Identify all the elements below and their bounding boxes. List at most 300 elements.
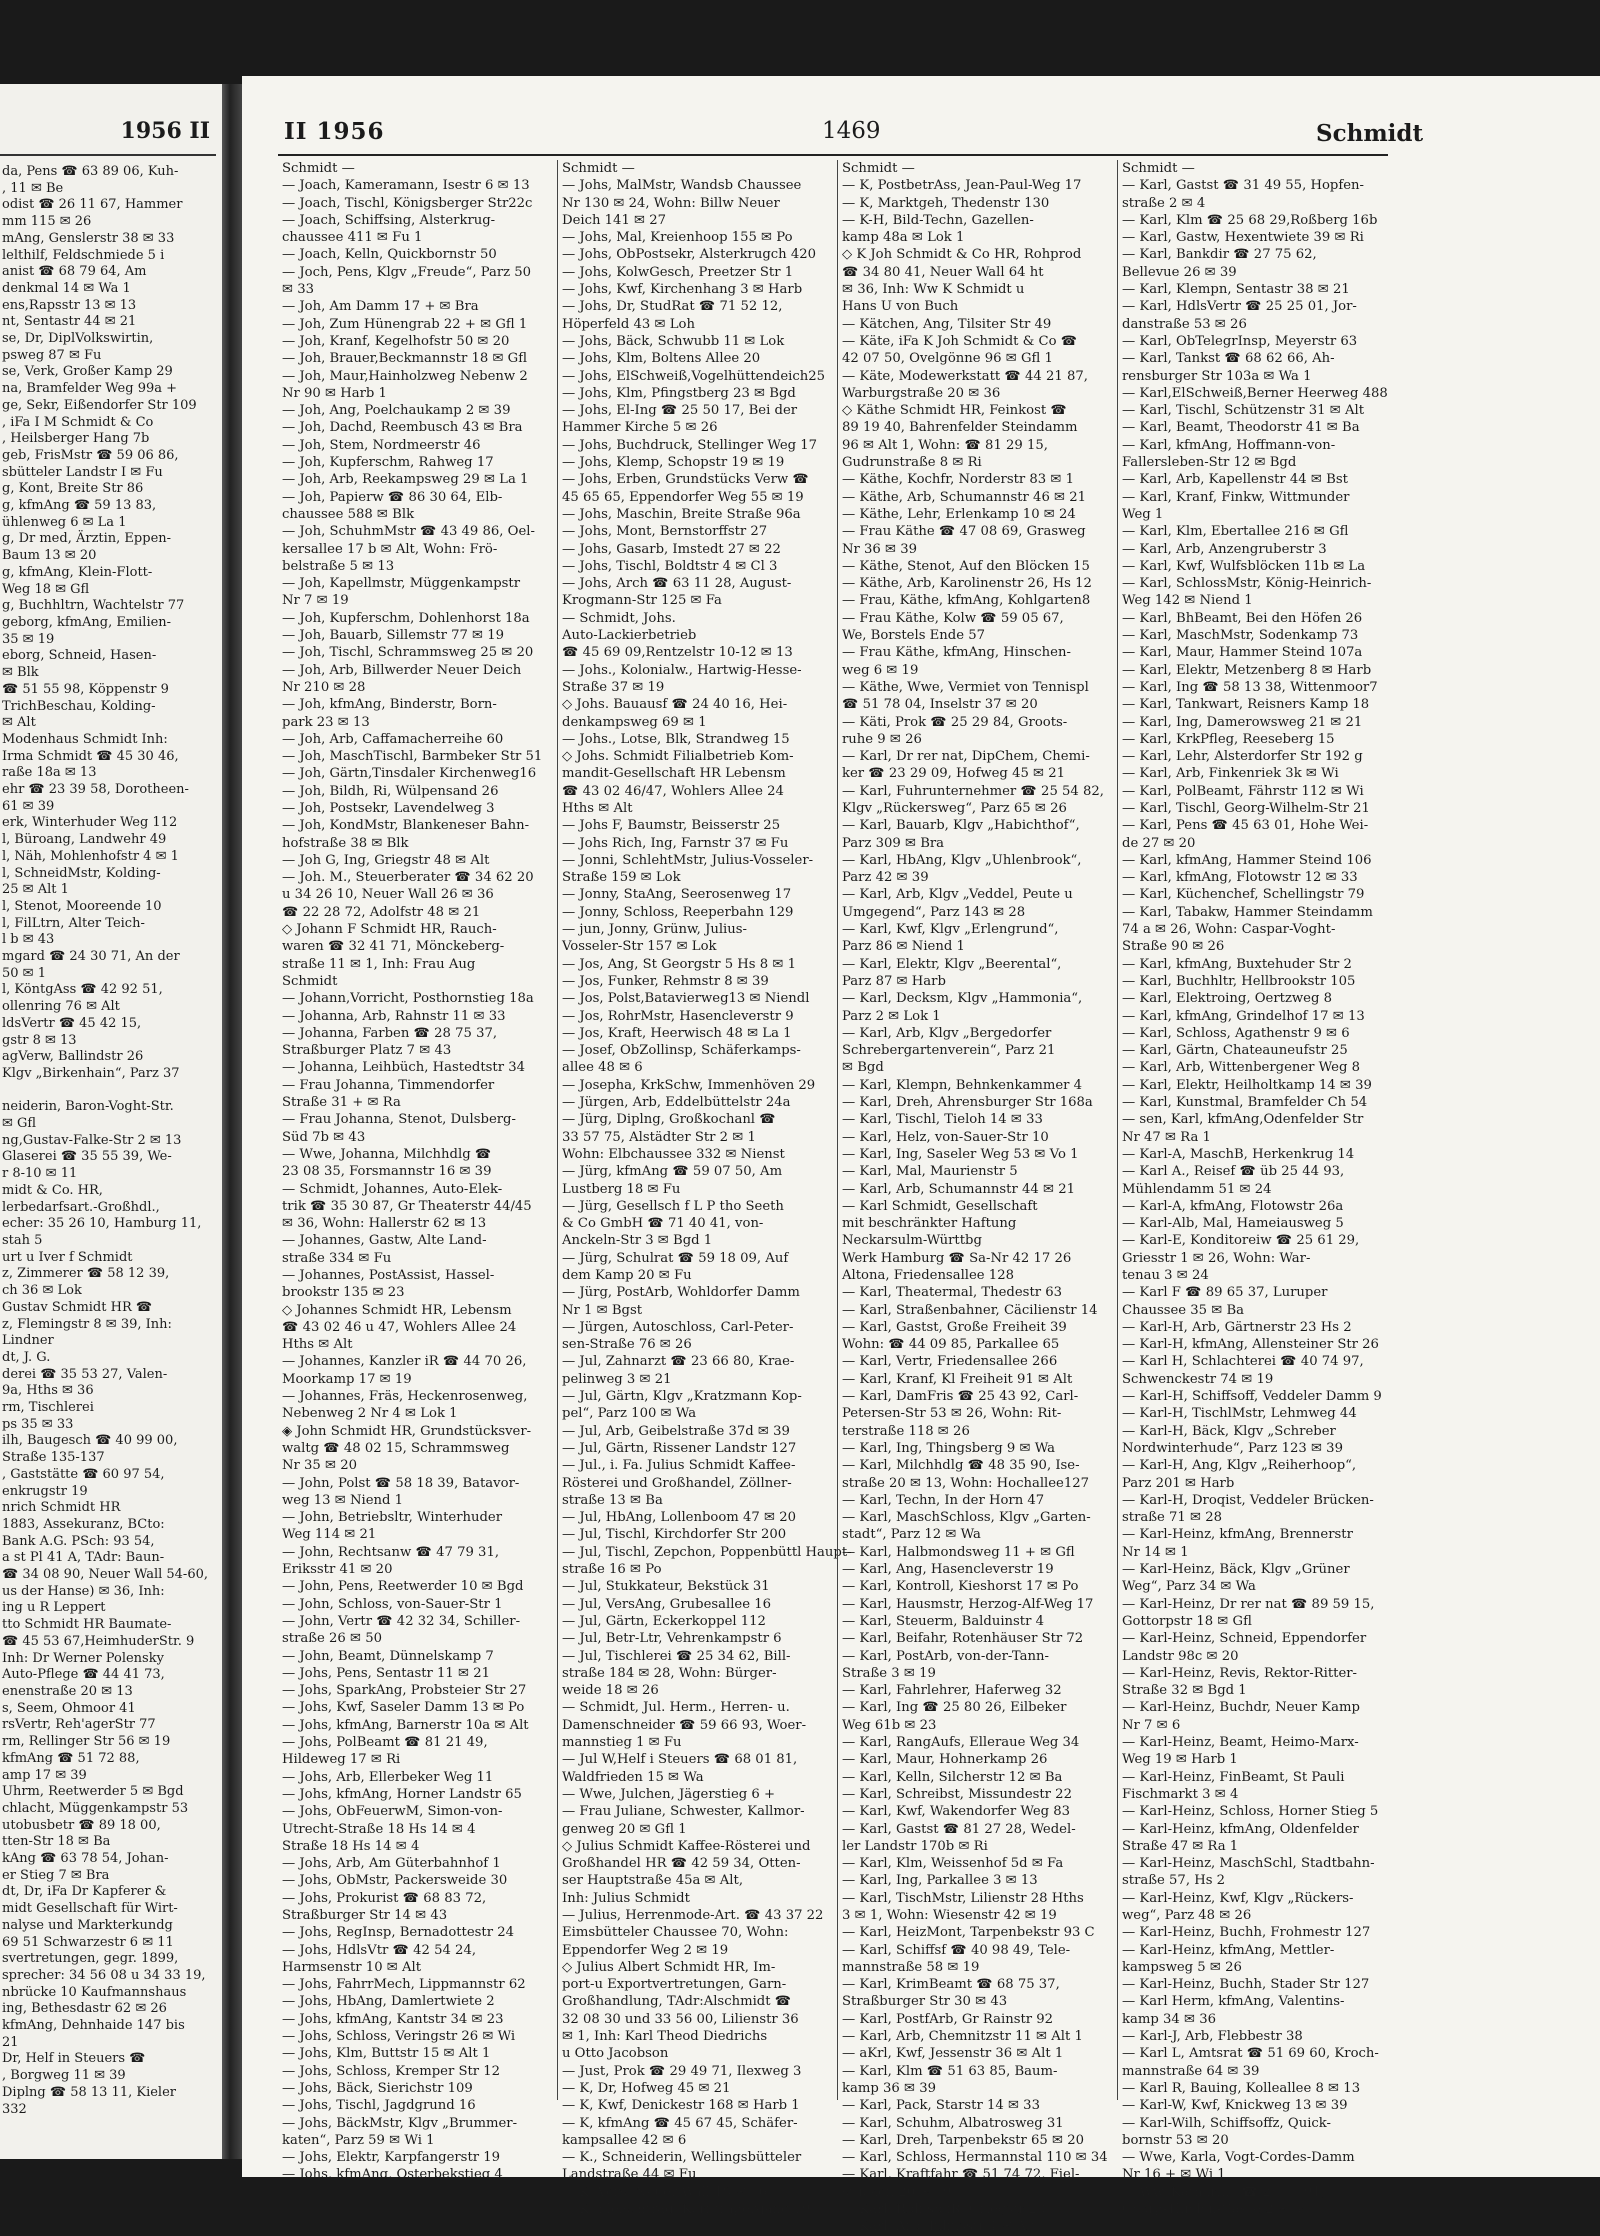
directory-entry: — Karl, Kontroll, Kieshorst 17 ✉ Po bbox=[842, 1579, 1079, 1595]
left-page-line: Bank A.G. PSch: 93 54, bbox=[2, 1533, 155, 1549]
directory-entry: — Johs, FahrrMech, Lippmannstr 62 bbox=[282, 1977, 526, 1993]
left-page-line: g, kfmAng, Klein-Flott- bbox=[2, 564, 153, 580]
directory-entry: ruhe 9 ✉ 26 bbox=[842, 731, 922, 747]
directory-entry: Inh: Julius Schmidt bbox=[562, 1890, 690, 1906]
directory-entry: ◇ Johann F Schmidt HR, Rauch- bbox=[282, 922, 497, 938]
directory-entry: Lustberg 18 ✉ Fu bbox=[562, 1181, 681, 1197]
left-page-line: agVerw, Ballindstr 26 bbox=[2, 1049, 144, 1065]
left-page-line: l, KöntgAss ☎ 42 92 51, bbox=[2, 982, 163, 998]
directory-entry: — Karl, Helz, von-Sauer-Str 10 bbox=[842, 1129, 1049, 1145]
directory-entry: — Karl, Steuerm, Balduinstr 4 bbox=[842, 1613, 1044, 1629]
column-divider bbox=[557, 160, 558, 2100]
directory-entry: Straße 90 ✉ 26 bbox=[1122, 939, 1225, 955]
left-page-line: ing, Bethesdastr 62 ✉ 26 bbox=[2, 2001, 167, 2017]
directory-entry: — Karl, Elektr, Metzenberg 8 ✉ Harb bbox=[1122, 662, 1372, 678]
directory-entry: straße 26 ✉ 50 bbox=[282, 1631, 383, 1647]
directory-entry: Mühlendamm 51 ✉ 24 bbox=[1122, 1181, 1272, 1197]
directory-entry: Fallersleben-Str 12 ✉ Bgd bbox=[1122, 455, 1297, 471]
directory-entry: Werk Hamburg ☎ Sa-Nr 42 17 26 bbox=[842, 1250, 1072, 1266]
directory-entry: Hans U von Buch bbox=[842, 299, 959, 315]
directory-entry: — Johs, Dr, StudRat ☎ 71 52 12, bbox=[562, 299, 783, 315]
left-page-line: Klgv „Birkenhain“, Parz 37 bbox=[2, 1065, 180, 1081]
directory-entry: Nr 35 ✉ 20 bbox=[282, 1458, 358, 1474]
directory-entry: Hildeweg 17 ✉ Ri bbox=[282, 1752, 401, 1768]
directory-entry: — Joh, Maur,Hainholzweg Nebenw 2 bbox=[282, 368, 528, 384]
directory-entry: — Karl, kfmAng, Buxtehuder Str 2 bbox=[1122, 956, 1352, 972]
directory-entry: — Karl-J, Arb, Flebbestr 38 bbox=[1122, 2029, 1303, 2045]
directory-entry: — Jürg, PostArb, Wohldorfer Damm bbox=[562, 1285, 800, 1301]
directory-column-1 bbox=[280, 160, 558, 2183]
left-page-line: ldsVertr ☎ 45 42 15, bbox=[2, 1015, 142, 1031]
left-page-line: z, Flemingstr 8 ✉ 39, Inh: bbox=[2, 1316, 172, 1332]
left-page-line: rm, Tischlerei bbox=[2, 1400, 94, 1416]
left-page-line: chlacht, Müggenkampstr 53 bbox=[2, 1800, 189, 1816]
directory-entry: Anckeln-Str 3 ✉ Bgd 1 bbox=[562, 1233, 713, 1249]
directory-entry: — Frau Juliane, Schwester, Kallmor- bbox=[562, 1804, 805, 1820]
directory-entry: Straße 159 ✉ Lok bbox=[562, 870, 681, 886]
directory-entry: — Karl, Schloss, Agathenstr 9 ✉ 6 bbox=[1122, 1025, 1350, 1041]
directory-entry: — Johanna, Leihbüch, Hastedtstr 34 bbox=[282, 1060, 525, 1076]
directory-entry: — Karl-Heinz, Bäck, Klgv „Grüner bbox=[1122, 1562, 1350, 1578]
directory-entry: — Karl, Ing, Parkallee 3 ✉ 13 bbox=[842, 1873, 1038, 1889]
column-heading: Schmidt — bbox=[282, 161, 355, 176]
directory-entry: — Käthe, Wwe, Vermiet von Tennispl bbox=[842, 679, 1089, 695]
directory-entry: ◈ John Schmidt HR, Grundstücksver- bbox=[282, 1423, 532, 1439]
directory-entry: — John, Betriebsltr, Winterhuder bbox=[282, 1510, 503, 1526]
directory-entry: de 27 ✉ 20 bbox=[1122, 835, 1196, 851]
left-page-line: nalyse und Markterkundg bbox=[2, 1917, 173, 1933]
directory-entry: — Karl, Maur, Hammer Steind 107a bbox=[1122, 645, 1363, 661]
directory-entry: — Karl, Gärtn, Chateauneufstr 25 bbox=[1122, 1043, 1348, 1059]
directory-entry: Parz 2 ✉ Lok 1 bbox=[842, 1008, 941, 1024]
directory-entry: — Jul., i. Fa. Julius Schmidt Kaffee- bbox=[562, 1458, 796, 1474]
left-page-line: g, kfmAng ☎ 59 13 83, bbox=[2, 498, 157, 514]
directory-entry: Süd 7b ✉ 43 bbox=[282, 1129, 366, 1145]
directory-entry: Rösterei und Großhandel, Zöllner- bbox=[562, 1475, 792, 1491]
directory-entry: — Jul, Zahnarzt ☎ 23 66 80, Krae- bbox=[562, 1354, 795, 1370]
column-divider bbox=[1117, 160, 1118, 2100]
directory-entry: — Jos, Kraft, Heerwisch 48 ✉ La 1 bbox=[562, 1025, 792, 1041]
directory-entry: — Jürg, Gesellsch f L P tho Seeth bbox=[562, 1198, 784, 1214]
directory-entry: Nebenweg 2 Nr 4 ✉ Lok 1 bbox=[282, 1406, 458, 1422]
directory-entry: — Karl Herm, kfmAng, Valentins- bbox=[1122, 1994, 1345, 2010]
directory-entry: — Jürg, Diplng, Großkochanl ☎ bbox=[562, 1112, 776, 1128]
directory-entry: — Karl, Beamt, Theodorstr 41 ✉ Ba bbox=[1122, 420, 1360, 436]
left-page-line: Uhrm, Reetwerder 5 ✉ Bgd bbox=[2, 1784, 184, 1800]
directory-entry: — Jul, Arb, Geibelstraße 37d ✉ 39 bbox=[562, 1423, 790, 1439]
directory-entry: — Johs Rich, Ing, Farnstr 37 ✉ Fu bbox=[562, 835, 789, 851]
directory-column-3 bbox=[840, 160, 1118, 2235]
directory-entry: — Schmidt, Johs. bbox=[562, 610, 676, 626]
directory-entry: — Johs, Erben, Grundstücks Verw ☎ bbox=[562, 472, 809, 488]
directory-entry: kamp 48a ✉ Lok 1 bbox=[842, 230, 965, 246]
directory-entry: — Johanna, Arb, Rahnstr 11 ✉ 33 bbox=[282, 1008, 506, 1024]
directory-entry: — Joh, Bildh, Ri, Wülpensand 26 bbox=[282, 783, 499, 799]
directory-entry: — Johs, Pens, Sentastr 11 ✉ 21 bbox=[282, 1665, 491, 1681]
directory-entry: — Jürg, kfmAng ☎ 59 07 50, Am bbox=[562, 1164, 783, 1180]
directory-entry: — John, Rechtsanw ☎ 47 79 31, bbox=[282, 1544, 500, 1560]
directory-entry: Landstraße 44 ✉ Fu bbox=[562, 2167, 697, 2183]
column-heading: Schmidt — bbox=[1122, 161, 1195, 176]
directory-entry: — Karl, Ing, Saseler Weg 53 ✉ Vo 1 bbox=[842, 1146, 1079, 1162]
directory-entry: katen“, Parz 59 ✉ Wi 1 bbox=[282, 2132, 435, 2148]
directory-entry: — Johs, HbAng, Damlertwiete 2 bbox=[282, 1994, 495, 2010]
left-page-line: enenstraße 20 ✉ 13 bbox=[2, 1683, 133, 1699]
left-page-line: kfmAng ☎ 51 72 88, bbox=[2, 1750, 140, 1766]
directory-column-4 bbox=[1120, 160, 1398, 2218]
directory-entry: — Karl, MaschMstr, Sodenkamp 73 bbox=[1122, 628, 1359, 644]
directory-entry: — sen, Karl, kfmAng,Odenfelder Str bbox=[1122, 1112, 1364, 1128]
left-page-line: l, SchneidMstr, Kolding- bbox=[2, 865, 161, 881]
directory-entry: 42 07 50, Ovelgönne 96 ✉ Gfl 1 bbox=[842, 351, 1053, 367]
directory-entry: — Johs, Schloss, Veringstr 26 ✉ Wi bbox=[282, 2029, 516, 2045]
directory-entry: waren ☎ 32 41 71, Mönckeberg- bbox=[282, 939, 505, 955]
directory-entry: — Karl, Buchhltr, Hellbrookstr 105 bbox=[1122, 973, 1356, 989]
directory-entry: weg 6 ✉ 19 bbox=[842, 662, 919, 678]
directory-entry: kampsweg 5 ✉ 26 bbox=[1122, 1959, 1242, 1975]
directory-entry: sen-Straße 76 ✉ 26 bbox=[562, 1337, 692, 1353]
left-page-line: ✉ Alt bbox=[2, 715, 36, 731]
directory-entry: Landstr 98c ✉ 20 bbox=[1122, 1648, 1239, 1664]
directory-entry: — Johs, Tischl, Jagdgrund 16 bbox=[282, 2098, 476, 2114]
left-page-line: amp 17 ✉ 39 bbox=[2, 1767, 87, 1783]
left-page-line: mgard ☎ 24 30 71, An der bbox=[2, 949, 180, 965]
directory-entry: — Karl-Heinz, MaschSchl, Stadtbahn- bbox=[1122, 1856, 1375, 1872]
directory-entry: — Joh, Bauarb, Sillemstr 77 ✉ 19 bbox=[282, 628, 505, 644]
header-rule bbox=[278, 154, 1388, 156]
directory-entry: — Joh, Arb, Billwerder Neuer Deich bbox=[282, 662, 522, 678]
directory-entry: ◇ Julius Schmidt Kaffee-Rösterei und bbox=[562, 1838, 811, 1854]
directory-entry: — Karl, KrkPfleg, Reeseberg 15 bbox=[1122, 731, 1335, 747]
directory-entry: — Karl, Tankwart, Reisners Kamp 18 bbox=[1122, 697, 1370, 713]
directory-entry: — Johannes, PostAssist, Hassel- bbox=[282, 1268, 495, 1283]
left-page-line: rsVertr, Reh'agerStr 77 bbox=[2, 1717, 156, 1733]
directory-entry: — Karl-Heinz, Buchh, Stader Str 127 bbox=[1122, 1977, 1370, 1993]
directory-entry: — Joh, Zum Hünengrab 22 + ✉ Gfl 1 bbox=[282, 316, 528, 332]
left-page-line: anist ☎ 68 79 64, Am bbox=[2, 264, 147, 280]
directory-entry: — Karl, Fuhrunternehmer ☎ 25 54 82, bbox=[842, 783, 1104, 799]
directory-entry: Weg 142 ✉ Niend 1 bbox=[1122, 593, 1253, 609]
directory-entry: kersallee 17 b ✉ Alt, Wohn: Frö- bbox=[282, 541, 498, 557]
directory-entry: — Karl, Maur, Hohnerkamp 26 bbox=[842, 1752, 1048, 1768]
left-page-line: , 11 ✉ Be bbox=[2, 180, 64, 196]
directory-entry: Weg 1 bbox=[1122, 506, 1164, 522]
directory-entry: ✉ 36, Wohn: Hallerstr 62 ✉ 13 bbox=[282, 1216, 487, 1232]
directory-entry: ✉ Bgd bbox=[842, 1060, 884, 1076]
directory-entry: — Joh, Am Damm 17 + ✉ Bra bbox=[282, 299, 479, 315]
directory-entry: Vosseler-Str 157 ✉ Lok bbox=[562, 939, 717, 955]
directory-entry: — Joh, Papierw ☎ 86 30 64, Elb- bbox=[282, 489, 503, 505]
directory-entry: kampsallee 42 ✉ 6 bbox=[562, 2132, 687, 2148]
directory-entry: — Jos, Ang, St Georgstr 5 Hs 8 ✉ 1 bbox=[562, 956, 796, 972]
directory-entry: — Johs, KolwGesch, Preetzer Str 1 bbox=[562, 264, 794, 280]
directory-entry: Weg 114 ✉ 21 bbox=[282, 1527, 377, 1543]
directory-entry: — Käthe, Arb, Schumannstr 46 ✉ 21 bbox=[842, 489, 1087, 505]
directory-entry: Nr 130 ✉ 24, Wohn: Billw Neuer bbox=[562, 195, 780, 211]
directory-entry: — Jonni, SchlehtMstr, Julius-Vosseler- bbox=[562, 852, 814, 868]
directory-entry: — Karl, PostArb, von-der-Tann- bbox=[842, 1648, 1049, 1664]
directory-entry: — Johs, Tischl, Boldtstr 4 ✉ Cl 3 bbox=[562, 558, 778, 574]
directory-entry: Klgv „Rückersweg“, Parz 65 ✉ 26 bbox=[842, 800, 1067, 816]
left-page-line: g, Buchhltrn, Wachtelstr 77 bbox=[2, 598, 185, 614]
directory-entry: — Joh, Gärtn,Tinsdaler Kirchenweg16 bbox=[282, 766, 537, 782]
directory-entry: — Johs, MalMstr, Wandsb Chaussee bbox=[562, 178, 802, 194]
directory-entry: — Karl, Arb, Anzengruberstr 3 bbox=[1122, 541, 1327, 557]
left-page-line: Dr, Helf in Steuers ☎ bbox=[2, 2051, 146, 2067]
directory-entry: — Käthe, Arb, Karolinenstr 26, Hs 12 bbox=[842, 576, 1092, 592]
column-heading: Schmidt — bbox=[842, 161, 915, 176]
directory-entry: — Jul, Betr-Ltr, Vehrenkampstr 6 bbox=[562, 1631, 782, 1647]
directory-entry: stücken 20 ✉ 39 bbox=[842, 2184, 952, 2200]
directory-entry: — Karl, Tischl, Schützenstr 31 ✉ Alt bbox=[1122, 403, 1365, 419]
directory-entry: — Karl, PolBeamt, Fährstr 112 ✉ Wi bbox=[1122, 783, 1364, 799]
directory-entry: Großhandlung, TAdr:Alschmidt ☎ bbox=[562, 1994, 792, 2010]
directory-entry: Nr 7 ✉ 19 bbox=[282, 593, 349, 609]
directory-entry: — Josepha, KrkSchw, Immenhöven 29 bbox=[562, 1077, 816, 1093]
left-page-line: , Gaststätte ☎ 60 97 54, bbox=[2, 1466, 165, 1482]
directory-entry: — Jul, VersAng, Grubesallee 16 bbox=[562, 1596, 772, 1612]
left-page-line: ge, Sekr, Eißendorfer Str 109 bbox=[2, 397, 197, 413]
directory-entry: — Joh. M., Steuerberater ☎ 34 62 20 bbox=[282, 870, 534, 886]
left-page-line: 35 ✉ 19 bbox=[2, 631, 55, 647]
left-page-line: mAng, Genslerstr 38 ✉ 33 bbox=[2, 230, 175, 246]
directory-entry: waltg ☎ 48 02 15, Schrammsweg bbox=[282, 1440, 510, 1456]
directory-entry: hofstraße 38 ✉ Blk bbox=[282, 835, 409, 851]
directory-entry: genweg 20 ✉ Gfl 1 bbox=[562, 1821, 687, 1837]
directory-entry: — Karl, RangAufs, Elleraue Weg 34 bbox=[842, 1735, 1080, 1751]
directory-entry: Deich 141 ✉ 27 bbox=[562, 212, 667, 228]
column-entries bbox=[1120, 177, 1398, 2218]
directory-entry: — Frau Johanna, Stenot, Dulsberg- bbox=[282, 1112, 516, 1128]
directory-entry: — Jonny, StaAng, Seerosenweg 17 bbox=[562, 887, 792, 903]
directory-entry: — Joh, Dachd, Reembusch 43 ✉ Bra bbox=[282, 420, 523, 436]
directory-entry: — Karl, kfmAng, Grindelhof 17 ✉ 13 bbox=[1122, 1008, 1365, 1024]
directory-entry: — Karl, kfmAng, Flotowstr 12 ✉ 33 bbox=[1122, 870, 1358, 886]
directory-entry: ◇ K Joh Schmidt & Co HR, Rohprod bbox=[842, 247, 1082, 263]
directory-entry: — Karl A., Reisef ☎ üb 25 44 93, bbox=[1122, 1164, 1345, 1180]
directory-entry: — Joh, Ang, Poelchaukamp 2 ✉ 39 bbox=[282, 403, 511, 419]
directory-entry: — Joh, SchuhmMstr ☎ 43 49 86, Oel- bbox=[282, 524, 535, 540]
directory-entry: terstraße 118 ✉ 26 bbox=[842, 1423, 970, 1439]
left-page-line: odist ☎ 26 11 67, Hammer bbox=[2, 197, 183, 213]
directory-entry: — Karl, Gastst ☎ 31 49 55, Hopfen- bbox=[1122, 178, 1364, 194]
directory-entry: 45 65 65, Eppendorfer Weg 55 ✉ 19 bbox=[562, 489, 804, 505]
right-page bbox=[242, 76, 1600, 2235]
directory-entry: — Karl, Arb, Finkenriek 3k ✉ Wi bbox=[1122, 766, 1339, 782]
directory-entry: — K, Marktgeh, Thedenstr 130 bbox=[842, 195, 1050, 211]
directory-entry: — Karl, Bankdir ☎ 27 75 62, bbox=[1122, 247, 1317, 263]
directory-entry: — Karl, Kranf, Kl Freiheit 91 ✉ Alt bbox=[842, 1371, 1073, 1387]
directory-entry: — Karl, Klm, Weissenhof 5d ✉ Fa bbox=[842, 1856, 1064, 1872]
directory-entry: straße 11 ✉ 1, Inh: Frau Aug bbox=[282, 956, 476, 972]
left-page-line: ollenring 76 ✉ Alt bbox=[2, 999, 120, 1015]
left-page-line: l, Büroang, Landwehr 49 bbox=[2, 832, 167, 848]
directory-entry: belstraße 5 ✉ 13 bbox=[282, 558, 395, 574]
left-page-line: nbrücke 10 Kaufmannshaus bbox=[2, 1984, 187, 2000]
left-page-line: lelthilf, Feldschmiede 5 i bbox=[2, 247, 165, 263]
directory-entry: — Johs, Gasarb, Imstedt 27 ✉ 22 bbox=[562, 541, 781, 557]
directory-entry: ler Landstr 170b ✉ Ri bbox=[842, 1838, 988, 1854]
directory-entry: — Joach, Tischl, Königsberger Str22c bbox=[282, 195, 533, 211]
directory-entry: — Karl, Elektr, Klgv „Beerental“, bbox=[842, 956, 1062, 972]
directory-entry: — Karl, Vertr, Friedensallee 266 bbox=[842, 1354, 1058, 1370]
directory-entry: mit beschränkter Haftung bbox=[842, 1216, 1017, 1232]
directory-entry: — Johs, Arb, Am Güterbahnhof 1 bbox=[282, 1856, 501, 1872]
left-page-line: kfmAng, Dehnhaide 147 bis bbox=[2, 2018, 185, 2034]
left-page-line: 9a, Hths ✉ 36 bbox=[2, 1383, 94, 1399]
directory-entry: — Johs, SparkAng, Probsteier Str 27 bbox=[282, 1683, 527, 1699]
directory-entry: Schmidt bbox=[282, 973, 338, 989]
left-page-line bbox=[2, 1083, 216, 1100]
directory-entry: — Karl, Schreibst, Missundestr 22 bbox=[842, 1786, 1072, 1802]
directory-entry: — Joch, Pens, Klgv „Freude“, Parz 50 bbox=[282, 264, 532, 280]
directory-entry: Nr 90 ✉ Harb 1 bbox=[282, 385, 387, 401]
left-page-line: se, Verk, Großer Kamp 29 bbox=[2, 364, 173, 380]
directory-entry: straße 2 ✉ 4 bbox=[1122, 195, 1206, 211]
directory-entry: — Karl, Ing, Damerowsweg 21 ✉ 21 bbox=[1122, 714, 1363, 730]
directory-entry: — Joh, Kapellmstr, Müggenkampstr bbox=[282, 576, 521, 592]
directory-entry: denkampsweg 69 ✉ 1 bbox=[562, 714, 707, 730]
directory-entry: — jun, Jonny, Grünw, Julius- bbox=[562, 922, 747, 938]
left-page-line: geborg, kfmAng, Emilien- bbox=[2, 614, 172, 630]
directory-entry: — Jul, Tischl, Zepchon, Poppenbüttl Haupt- bbox=[562, 1544, 852, 1560]
left-page-line: a st Pl 41 A, TAdr: Baun- bbox=[2, 1550, 165, 1566]
directory-entry: Weg 61b ✉ 23 bbox=[842, 1717, 937, 1733]
directory-entry: — Karl, Dreh, Tarpenbekstr 65 ✉ 20 bbox=[842, 2132, 1085, 2148]
left-page-line: er Stieg 7 ✉ Bra bbox=[2, 1867, 110, 1883]
directory-entry: — aKrl, Kwf, Jessenstr 36 ✉ Alt 1 bbox=[842, 2046, 1064, 2062]
left-page-line: z, Zimmerer ☎ 58 12 39, bbox=[2, 1266, 170, 1282]
left-page-line: erk, Winterhuder Weg 112 bbox=[2, 815, 178, 831]
directory-entry: Parz 309 ✉ Bra bbox=[842, 835, 945, 851]
directory-entry: Nr 47 ✉ Ra 1 bbox=[1122, 1129, 1211, 1145]
directory-entry: — Käte, iFa K Joh Schmidt & Co ☎ bbox=[842, 333, 1078, 349]
directory-entry: — Karl, TischMstr, Lilienstr 28 Hths bbox=[842, 1890, 1084, 1906]
directory-entry: — Karl-Heinz, Schneid, Eppendorfer bbox=[1122, 1631, 1367, 1647]
directory-entry: ker ☎ 23 29 09, Hofweg 45 ✉ 21 bbox=[842, 766, 1066, 782]
directory-entry: straße 334 ✉ Fu bbox=[282, 1250, 392, 1266]
left-facing-page bbox=[0, 84, 222, 2159]
directory-entry: — Karl, HdlsVertr ☎ 25 25 01, Jor- bbox=[1122, 299, 1357, 315]
column-entries bbox=[840, 177, 1118, 2235]
directory-entry: straße 57, Hs 2 bbox=[1122, 1873, 1226, 1889]
directory-entry: — Karl, Schiffsf ☎ 40 98 49, Tele- bbox=[842, 1942, 1071, 1958]
left-page-line: Diplng ☎ 58 13 11, Kieler bbox=[2, 2084, 176, 2100]
directory-entry: — Frau Käthe, kfmAng, Hinschen- bbox=[842, 645, 1071, 661]
left-header-rule bbox=[0, 154, 216, 156]
directory-entry: ☎ 45 69 09,Rentzelstr 10-12 ✉ 13 bbox=[562, 645, 793, 661]
directory-entry: Umgegend“, Parz 143 ✉ 28 bbox=[842, 904, 1026, 920]
directory-entry: 3 ✉ 1, Wohn: Wiesenstr 42 ✉ 19 bbox=[842, 1907, 1057, 1923]
left-page-line: 69 51 Schwarzestr 6 ✉ 11 bbox=[2, 1934, 174, 1950]
directory-entry: weg 13 ✉ Niend 1 bbox=[282, 1492, 404, 1508]
directory-entry: — Karl, Pens ☎ 45 63 01, Hohe Wei- bbox=[1122, 818, 1369, 834]
directory-entry: — Joh, Kupferschm, Dohlenhorst 18a bbox=[282, 610, 530, 626]
left-page-line: g, Kont, Breite Str 86 bbox=[2, 481, 144, 497]
left-page-line: us der Hanse) ✉ 36, Inh: bbox=[2, 1583, 165, 1599]
left-page-line: ng,Gustav-Falke-Str 2 ✉ 13 bbox=[2, 1132, 182, 1148]
left-page-line: ✉ Gfl bbox=[2, 1116, 37, 1132]
left-page-line: , Borgweg 11 ✉ 39 bbox=[2, 2068, 126, 2084]
directory-entry: Hths ✉ Alt bbox=[562, 800, 633, 816]
left-page-line: Irma Schmidt ☎ 45 30 46, bbox=[2, 748, 179, 764]
directory-entry: — Joh, MaschTischl, Barmbeker Str 51 bbox=[282, 749, 543, 765]
directory-entry: — Karl, Mal, Maurienstr 5 bbox=[842, 1164, 1018, 1180]
left-page-line: rm, Rellinger Str 56 ✉ 19 bbox=[2, 1734, 171, 1750]
directory-entry: mandit-Gesellschaft HR Lebensm bbox=[562, 766, 786, 782]
directory-entry: — Karl-H, Arb, Gärtnerstr 23 Hs 2 bbox=[1122, 1319, 1352, 1335]
directory-entry: Großhandel HR ☎ 42 59 34, Otten- bbox=[562, 1856, 801, 1872]
directory-entry: — Karl, kfmAng, Hoffmann-von- bbox=[1122, 437, 1336, 453]
directory-entry: — Karl-Heinz, Kwf, Klgv „Rückers- bbox=[1122, 1890, 1354, 1906]
directory-entry: — Karl-Heinz, Revis, Rektor-Ritter- bbox=[1122, 1665, 1358, 1681]
left-page-line: derei ☎ 35 53 27, Valen- bbox=[2, 1366, 168, 1382]
directory-entry: — Johs, Prokurist ☎ 68 83 72, bbox=[282, 1890, 487, 1906]
directory-entry: — Jul, Gärtn, Rissener Landstr 127 bbox=[562, 1440, 797, 1456]
directory-entry: — Johs, HdlsVtr ☎ 42 54 24, bbox=[282, 1942, 477, 1958]
directory-entry: dem Kamp 20 ✉ Fu bbox=[562, 1268, 692, 1283]
left-page-line: enkrugstr 19 bbox=[2, 1483, 88, 1499]
directory-entry: — Johs, Kwf, Saseler Damm 13 ✉ Po bbox=[282, 1700, 525, 1716]
directory-entry: — Karl, Techn, In der Horn 47 bbox=[842, 1492, 1045, 1508]
directory-entry: — Käti, Prok ☎ 25 29 84, Groots- bbox=[842, 714, 1068, 730]
directory-entry: — Karl, Decksm, Klgv „Hammonia“, bbox=[842, 991, 1083, 1007]
directory-entry: — Jul W,Helf i Steuers ☎ 68 01 81, bbox=[562, 1752, 798, 1768]
left-page-line: se, Dr, DiplVolkswirtin, bbox=[2, 331, 154, 347]
directory-entry: — Jul, Tischlerei ☎ 25 34 62, Bill- bbox=[562, 1648, 791, 1664]
left-page-line: l b ✉ 43 bbox=[2, 932, 55, 948]
directory-entry: — Joh, kfmAng, Binderstr, Born- bbox=[282, 697, 497, 713]
directory-entry: ☎ 22 28 72, Adolfstr 48 ✉ 21 bbox=[282, 904, 481, 920]
directory-entry: allee 48 ✉ 6 bbox=[562, 1060, 643, 1076]
left-page-line: gstr 8 ✉ 13 bbox=[2, 1032, 77, 1048]
directory-entry: — Karl F ☎ 89 65 37, Luruper bbox=[1122, 1285, 1328, 1301]
left-page-line: na, Bramfelder Weg 99a + bbox=[2, 381, 178, 397]
directory-entry: — Karl, Gastst, Große Freiheit 39 bbox=[842, 1319, 1067, 1335]
directory-entry: — Johs, Arb, Ellerbeker Weg 11 bbox=[282, 1769, 494, 1785]
directory-entry: — Karl, Lehr, Alsterdorfer Str 192 g bbox=[1122, 749, 1363, 765]
directory-entry: Moorkamp 17 ✉ 19 bbox=[282, 1371, 412, 1387]
directory-entry: port-u Exportvertretungen, Garn- bbox=[562, 1977, 787, 1993]
directory-entry: — Johs, RegInsp, Bernadottestr 24 bbox=[282, 1925, 515, 1941]
directory-entry: — Karl, Kwf, Wakendorfer Weg 83 bbox=[842, 1804, 1071, 1820]
directory-entry: Nr 16 + ✉ Wi 1 bbox=[1122, 2167, 1226, 2183]
left-page-line: echer: 35 26 10, Hamburg 11, bbox=[2, 1216, 202, 1232]
directory-entry: — Johs, ObPostsekr, Alsterkrugch 420 bbox=[562, 247, 817, 263]
left-page-line: psweg 87 ✉ Fu bbox=[2, 347, 102, 363]
directory-entry: — Karl, Ing, Thingsberg 9 ✉ Wa bbox=[842, 1440, 1056, 1456]
directory-entry: bornstr 53 ✉ 20 bbox=[1122, 2132, 1229, 2148]
directory-entry: ☎ 34 80 41, Neuer Wall 64 ht bbox=[842, 264, 1044, 280]
left-page-line: ehr ☎ 23 39 58, Dorotheen- bbox=[2, 782, 189, 798]
left-page-line: ens,Rapsstr 13 ✉ 13 bbox=[2, 297, 137, 313]
directory-entry: — Karl, PostfArb, Gr Rainstr 92 bbox=[842, 2011, 1054, 2027]
left-page-line: tten-Str 18 ✉ Ba bbox=[2, 1834, 111, 1850]
directory-entry: — Wwe, Johanna, Milchhdlg ☎ bbox=[282, 1146, 492, 1162]
left-page-line: , iFa I M Schmidt & Co bbox=[2, 414, 154, 430]
directory-entry: Schrebergartenverein“, Parz 21 bbox=[842, 1043, 1056, 1059]
directory-entry: — Johs, PolBeamt ☎ 81 21 49, bbox=[282, 1735, 488, 1751]
left-page-line: Gustav Schmidt HR ☎ bbox=[2, 1299, 153, 1315]
directory-entry: — Ww, Katharina ☎ 27 75 91, bbox=[1122, 2184, 1326, 2200]
directory-entry: — Johannes, Gastw, Alte Land- bbox=[282, 1233, 487, 1249]
directory-entry: Fischmarkt 3 ✉ 4 bbox=[1122, 1786, 1239, 1802]
directory-entry: — Johs, Arch ☎ 63 11 28, August- bbox=[562, 576, 792, 592]
directory-entry: Nordwinterhude“, Parz 123 ✉ 39 bbox=[1122, 1440, 1343, 1456]
directory-entry: — Schmidt, Jul. Herm., Herren- u. bbox=[562, 1700, 790, 1716]
directory-entry: — Johs, Buchdruck, Stellinger Weg 17 bbox=[562, 437, 818, 453]
directory-entry: tenau 3 ✉ 24 bbox=[1122, 1268, 1209, 1283]
